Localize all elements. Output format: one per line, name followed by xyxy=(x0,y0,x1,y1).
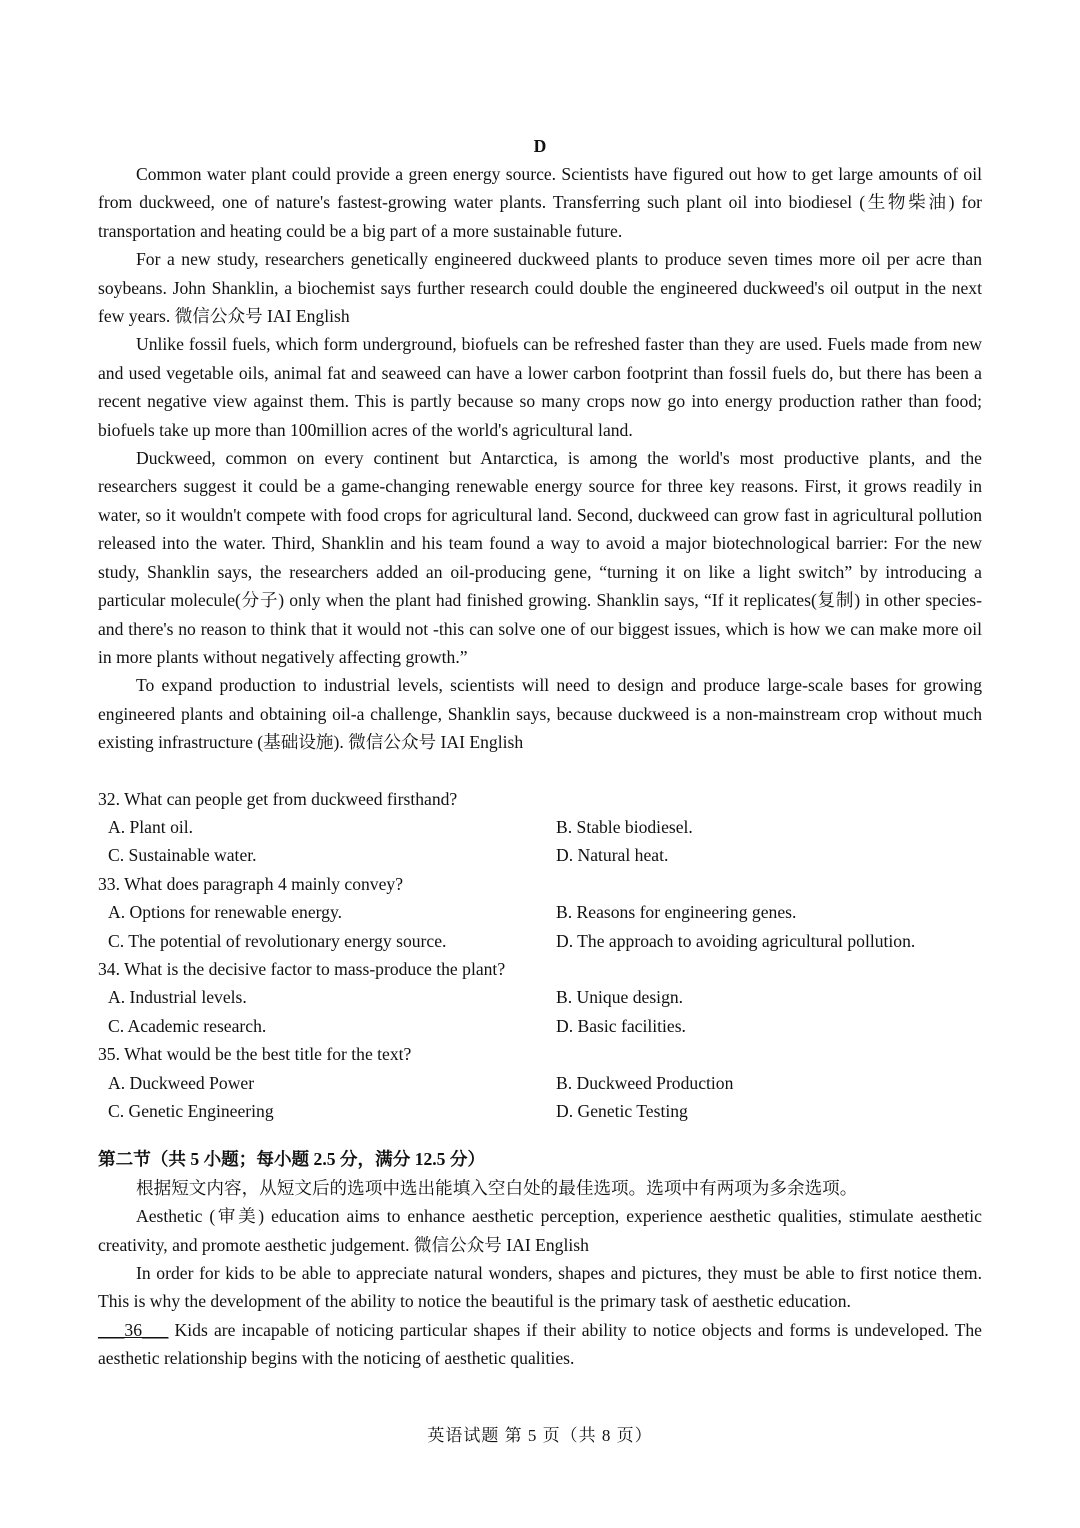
section-two-heading: 第二节（共 5 小题；每小题 2.5 分，满分 12.5 分） xyxy=(98,1149,486,1170)
question-32 xyxy=(98,785,982,870)
option-a[interactable]: A. Duckweed Power xyxy=(108,1072,255,1093)
option-b[interactable]: B. Unique design. xyxy=(556,987,684,1008)
passage-paragraph-2: For a new study, researchers genetically engineered duckweed plants to produce seven times more oil per acre than soybeans. John Shanklin, a biochemist says further research could double the engineered duckweed's oil output in the next few years. 微信公众号 IAI English xyxy=(98,249,982,327)
passage-paragraph-3: Unlike fossil fuels, which form underground, biofuels can be refreshed faster than they are used. Fuels made from new and used vegetable oils, animal fat and seaweed can have a lower carbon footprint than fossil fuels do, but there has been a recent negative view against them. This is partly because so many crops now go into energy production rather than food; biofuels take up more than 100million acres of the world's agricultural land. xyxy=(98,334,982,440)
option-b[interactable]: B. Stable biodiesel. xyxy=(556,816,693,837)
option-row xyxy=(98,813,982,841)
passage-letter: D xyxy=(533,136,547,156)
page-footer: 英语试题 第 5 页（共 8 页） xyxy=(427,1426,653,1445)
blank-36-following-text: Kids are incapable of noticing particular shapes if their ability to notice objects and forms is undeveloped. The aesthetic relationship begins with the noticing of aesthetic qualities. xyxy=(98,1319,982,1369)
section-two-paragraph-3 xyxy=(98,1316,982,1373)
section-two-paragraph-1: Aesthetic (审美) education aims to enhance aesthetic perception, experience aesthetic qualities, stimulate aesthetic creativity, and promote aesthetic judgement. 微信公众号 IAI English xyxy=(98,1206,982,1255)
option-row xyxy=(98,1012,982,1040)
option-row xyxy=(98,927,982,955)
option-row xyxy=(98,898,982,926)
option-c[interactable]: C. Sustainable water. xyxy=(108,845,257,866)
passage-paragraph-4: Duckweed, common on every continent but Antarctica, is among the world's most productive plants, and the researchers suggest it could be a game-changing renewable energy source for three key reasons. First, it grows readily in water, so it wouldn't compete with food crops for agricultural land. Second, duckweed can grow fast in agricultural pollution released into the water. Third, Shanklin and his team found a way to avoid a major biotechnological barrier: For the new study, Shanklin says, the researchers added an oil-producing gene, “turning it on like a light switch” by introducing a particular molecule(分子) only when the plant had finished growing. Shanklin says, “If it replicates(复制) in other species-and there's no reason to think that it would not -this can solve one of our biggest issues, which is how we can make more oil in more plants without negatively affecting growth.” xyxy=(98,448,982,667)
option-c[interactable]: C. The potential of revolutionary energy source. xyxy=(108,930,447,951)
option-row xyxy=(98,1097,982,1125)
page-content xyxy=(98,132,982,1373)
option-a[interactable]: A. Plant oil. xyxy=(108,816,194,837)
question-stem: 32. What can people get from duckweed firsthand? xyxy=(98,788,458,809)
question-list xyxy=(98,785,982,1126)
option-d[interactable]: D. Natural heat. xyxy=(556,845,669,866)
question-stem: 35. What would be the best title for the text? xyxy=(98,1044,412,1065)
option-d[interactable]: D. The approach to avoiding agricultural pollution. xyxy=(556,930,916,951)
option-d[interactable]: D. Genetic Testing xyxy=(556,1101,688,1121)
passage-paragraph-5: To expand production to industrial levels, scientists will need to design and produce large-scale bases for growing engineered plants and obtaining oil-a challenge, Shanklin says, because duckweed is a non-mainstream crop without much existing infrastructure (基础设施). 微信公众号 IAI English xyxy=(98,675,982,753)
option-b[interactable]: B. Reasons for engineering genes. xyxy=(556,902,797,923)
passage-body xyxy=(98,160,982,757)
option-row xyxy=(98,983,982,1011)
option-d[interactable]: D. Basic facilities. xyxy=(556,1015,686,1036)
question-34 xyxy=(98,955,982,1040)
option-a[interactable]: A. Options for renewable energy. xyxy=(108,902,343,923)
section-two-paragraph-2: In order for kids to be able to appreciate natural wonders, shapes and pictures, they must be able to first notice them. This is why the development of the ability to notice the beautiful is the primary task of aesthetic education. xyxy=(98,1263,982,1312)
section-two-instruction: 根据短文内容，从短文后的选项中选出能填入空白处的最佳选项。选项中有两项为多余选项。 xyxy=(136,1177,858,1198)
option-b[interactable]: B. Duckweed Production xyxy=(556,1072,734,1093)
question-33 xyxy=(98,870,982,955)
question-stem: 33. What does paragraph 4 mainly convey? xyxy=(98,873,404,894)
blank-36[interactable]: ___36___ xyxy=(98,1319,169,1340)
question-35 xyxy=(98,1040,982,1125)
section-two xyxy=(98,1145,982,1372)
question-stem: 34. What is the decisive factor to mass-produce the plant? xyxy=(98,958,506,979)
option-a[interactable]: A. Industrial levels. xyxy=(108,987,247,1008)
option-c[interactable]: C. Academic research. xyxy=(108,1015,267,1036)
option-c[interactable]: C. Genetic Engineering xyxy=(108,1101,274,1121)
passage-paragraph-1: Common water plant could provide a green energy source. Scientists have figured out how to get large amounts of oil from duckweed, one of nature's fastest-growing water plants. Transferring such plant oil into biodiesel (生物柴油) for transportation and heating could be a big part of a more sustainable future. xyxy=(98,164,982,241)
option-row xyxy=(98,1069,982,1097)
option-row xyxy=(98,841,982,869)
